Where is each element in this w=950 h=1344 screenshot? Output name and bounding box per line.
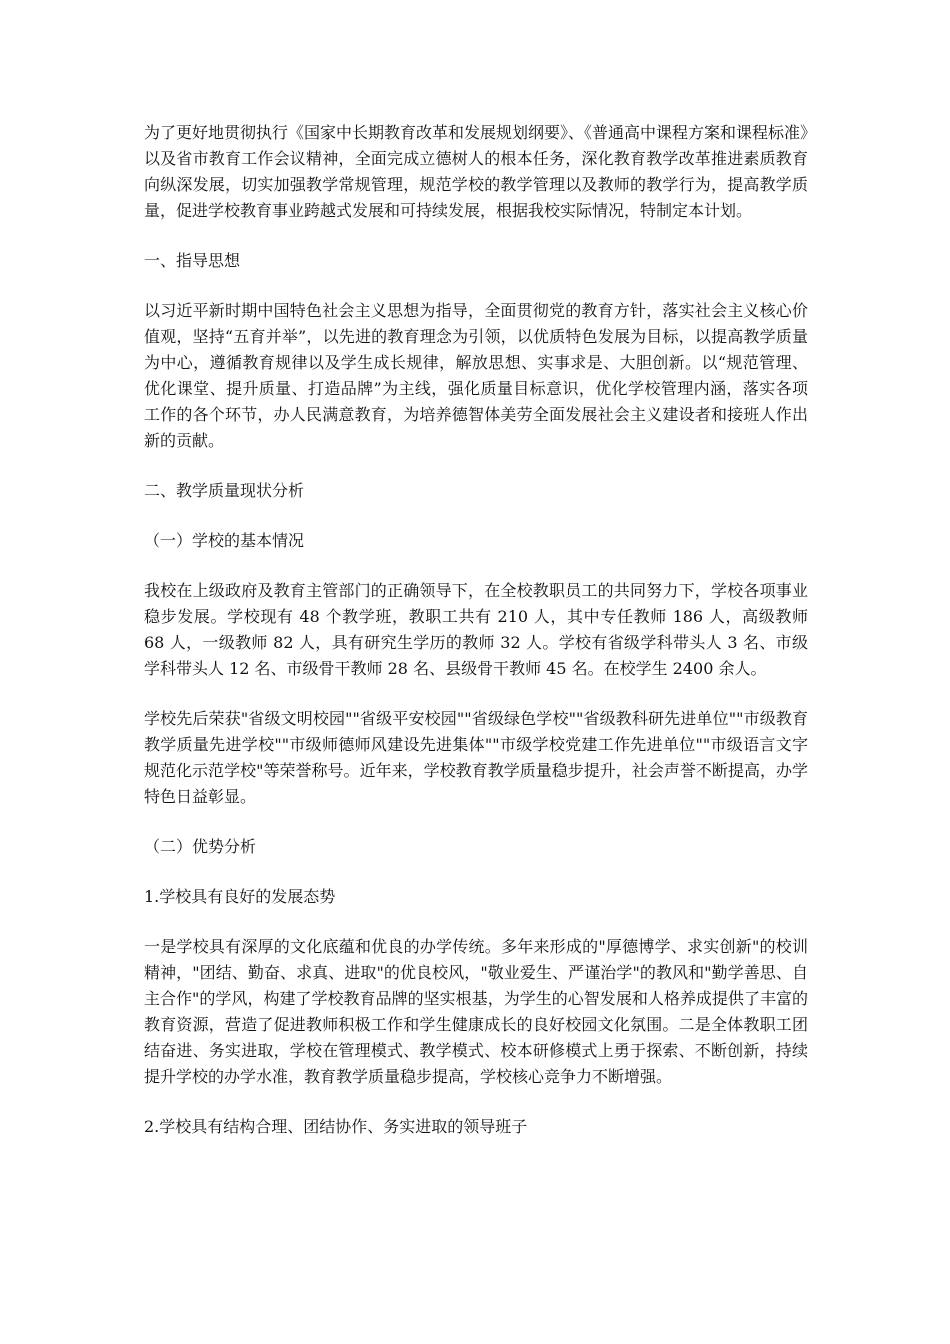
point-heading-leadership: 2.学校具有结构合理、团结协作、务实进取的领导班子: [144, 1117, 528, 1136]
section-heading-quality-analysis: 二、教学质量现状分析: [144, 481, 305, 500]
subsection-heading-advantages: （二）优势分析: [144, 837, 257, 856]
development-paragraph: 一是学校具有深厚的文化底蕴和优良的办学传统。多年来形成的"厚德博学、求实创新"的校训精神，"团结、勤奋、求真、进取"的优良校风，"敬业爱生、严谨治学"的教风和"勤学善思、自主合作"的学风，构建了学校教育品牌的坚实根基，为学生的心智发展和人格养成提供了丰富的教育资源，营造了促进教师积极工作和学生健康成长的良好校园文化氛围。二是全体教职工团结奋进、务实进取，学校在管理模式、教学模式、校本研修模式上勇于探索、不断创新，持续提升学校的办学水准，教育教学质量稳步提高，学校核心竞争力不断增强。: [144, 937, 808, 1086]
document-page: [144, 120, 808, 1164]
subsection-heading-basic-info: （一）学校的基本情况: [144, 531, 305, 550]
basic-info-paragraph: 我校在上级政府及教育主管部门的正确领导下，在全校教职员工的共同努力下，学校各项事业稳步发展。学校现有 48 个教学班，教职工共有 210 人，其中专任教师 186 人，高级教师 68 人，一级教师 82 人，具有研究生学历的教师 32 人。学校有省级学科带头人 3 名、市级学科带头人 12 名、市级骨干教师 28 名、县级骨干教师 45 名。在校学生 2400 余人。: [144, 581, 808, 678]
honors-paragraph: 学校先后荣获"省级文明校园""省级平安校园""省级绿色学校""省级教科研先进单位""市级教育教学质量先进学校""市级师德师风建设先进集体""市级学校党建工作先进单位""市级语言文字规范化示范学校"等荣誉称号。近年来，学校教育教学质量稳步提升，社会声誉不断提高，办学特色日益彰显。: [144, 709, 808, 806]
guiding-thought-paragraph: 以习近平新时期中国特色社会主义思想为指导，全面贯彻党的教育方针，落实社会主义核心价值观，坚持“五育并举”，以先进的教育理念为引领，以优质特色发展为目标，以提高教学质量为中心，遵循教育规律以及学生成长规律，解放思想、实事求是、大胆创新。以“规范管理、优化课堂、提升质量、打造品牌”为主线，强化质量目标意识，优化学校管理内涵，落实各项工作的各个环节，办人民满意教育，为培养德智体美劳全面发展社会主义建设者和接班人作出新的贡献。: [144, 301, 808, 450]
intro-paragraph: 为了更好地贯彻执行《国家中长期教育改革和发展规划纲要》、《普通高中课程方案和课程标准》以及省市教育工作会议精神，全面完成立德树人的根本任务，深化教育教学改革推进素质教育向纵深发展，切实加强教学常规管理，规范学校的教学管理以及教师的教学行为，提高教学质量，促进学校教育事业跨越式发展和可持续发展，根据我校实际情况，特制定本计划。: [144, 123, 809, 220]
point-heading-development: 1.学校具有良好的发展态势: [144, 887, 336, 906]
section-heading-guiding-thought: 一、指导思想: [144, 251, 241, 270]
